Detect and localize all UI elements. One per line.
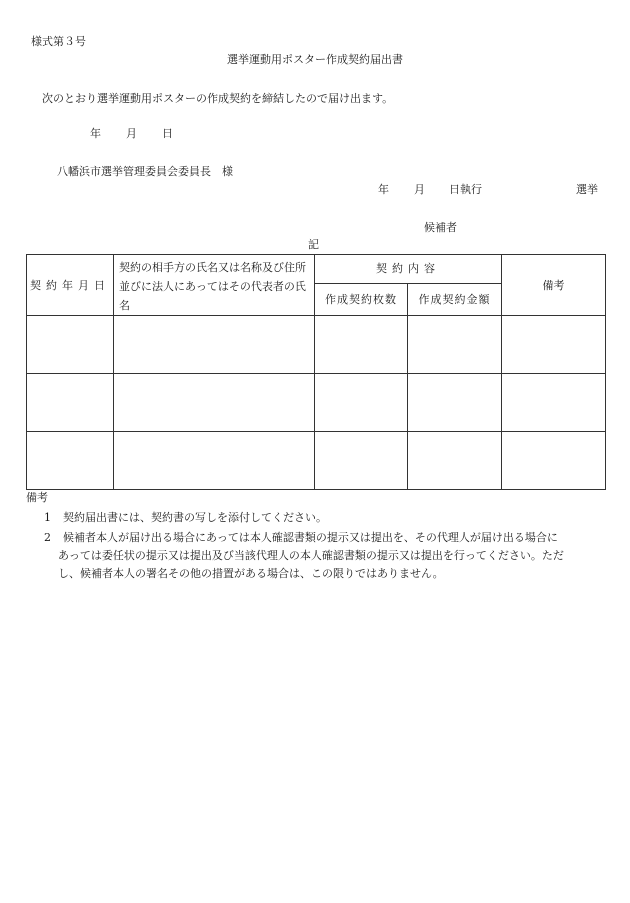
election-year-label: 年 xyxy=(378,183,389,196)
intro-text: 次のとおり選挙運動用ポスターの作成契約を締結したので届け出ます。 xyxy=(42,92,394,105)
remarks-cell[interactable] xyxy=(502,316,606,374)
party-cell[interactable] xyxy=(114,374,315,432)
amount-cell[interactable] xyxy=(408,432,502,490)
date-cell[interactable] xyxy=(27,374,114,432)
note-number: 1 xyxy=(44,511,51,524)
notes-title: 備考 xyxy=(26,491,48,504)
party-cell[interactable] xyxy=(114,316,315,374)
election-month-label: 月 xyxy=(414,183,425,196)
party-cell[interactable] xyxy=(114,432,315,490)
amount-cell[interactable] xyxy=(408,316,502,374)
sheets-cell[interactable] xyxy=(315,316,408,374)
date-cell[interactable] xyxy=(27,316,114,374)
document-title: 選挙運動用ポスター作成契約届出書 xyxy=(227,53,403,66)
note-number: 2 xyxy=(44,531,51,544)
note-text-line: 候補者本人が届け出る場合にあっては本人確認書類の提示又は提出を、その代理人が届け出る場合に xyxy=(63,531,558,544)
header-sheets: 作成契約枚数 xyxy=(315,283,408,315)
header-remarks: 備考 xyxy=(502,255,606,316)
amount-cell[interactable] xyxy=(408,374,502,432)
note-item-1 xyxy=(44,511,327,525)
note-text-line: し、候補者本人の署名その他の措置がある場合は、この限りではありません。 xyxy=(58,567,444,580)
contract-table xyxy=(26,254,606,490)
table-row xyxy=(27,432,606,490)
note-text: 契約届出書には、契約書の写しを添付してください。 xyxy=(63,511,327,524)
remarks-cell[interactable] xyxy=(502,374,606,432)
table-row xyxy=(27,374,606,432)
header-contract-party: 契約の相手方の氏名又は名称及び住所並びに法人にあってはその代表者の氏名 xyxy=(114,255,315,316)
date-month-label: 月 xyxy=(126,127,137,140)
date-day-label: 日 xyxy=(162,127,173,140)
header-contract-date: 契約年月日 xyxy=(27,255,114,316)
remarks-cell[interactable] xyxy=(502,432,606,490)
addressee: 八幡浜市選挙管理委員会委員長 様 xyxy=(57,165,233,178)
candidate-label: 候補者 xyxy=(424,221,457,234)
sheets-cell[interactable] xyxy=(315,432,408,490)
sheets-cell[interactable] xyxy=(315,374,408,432)
note-item-2 xyxy=(44,529,600,583)
date-year-label: 年 xyxy=(90,127,101,140)
ki-label: 記 xyxy=(308,238,319,251)
header-contract-contents: 契約内容 xyxy=(315,255,502,284)
election-label: 選挙 xyxy=(576,183,598,196)
note-text-line: あっては委任状の提示又は提出及び当該代理人の本人確認書類の提示又は提出を行ってください。ただ xyxy=(58,549,564,562)
table-row xyxy=(27,316,606,374)
header-amount: 作成契約金額 xyxy=(408,283,502,315)
election-executed-label: 日執行 xyxy=(449,183,482,196)
date-cell[interactable] xyxy=(27,432,114,490)
form-number: 様式第３号 xyxy=(31,35,86,48)
